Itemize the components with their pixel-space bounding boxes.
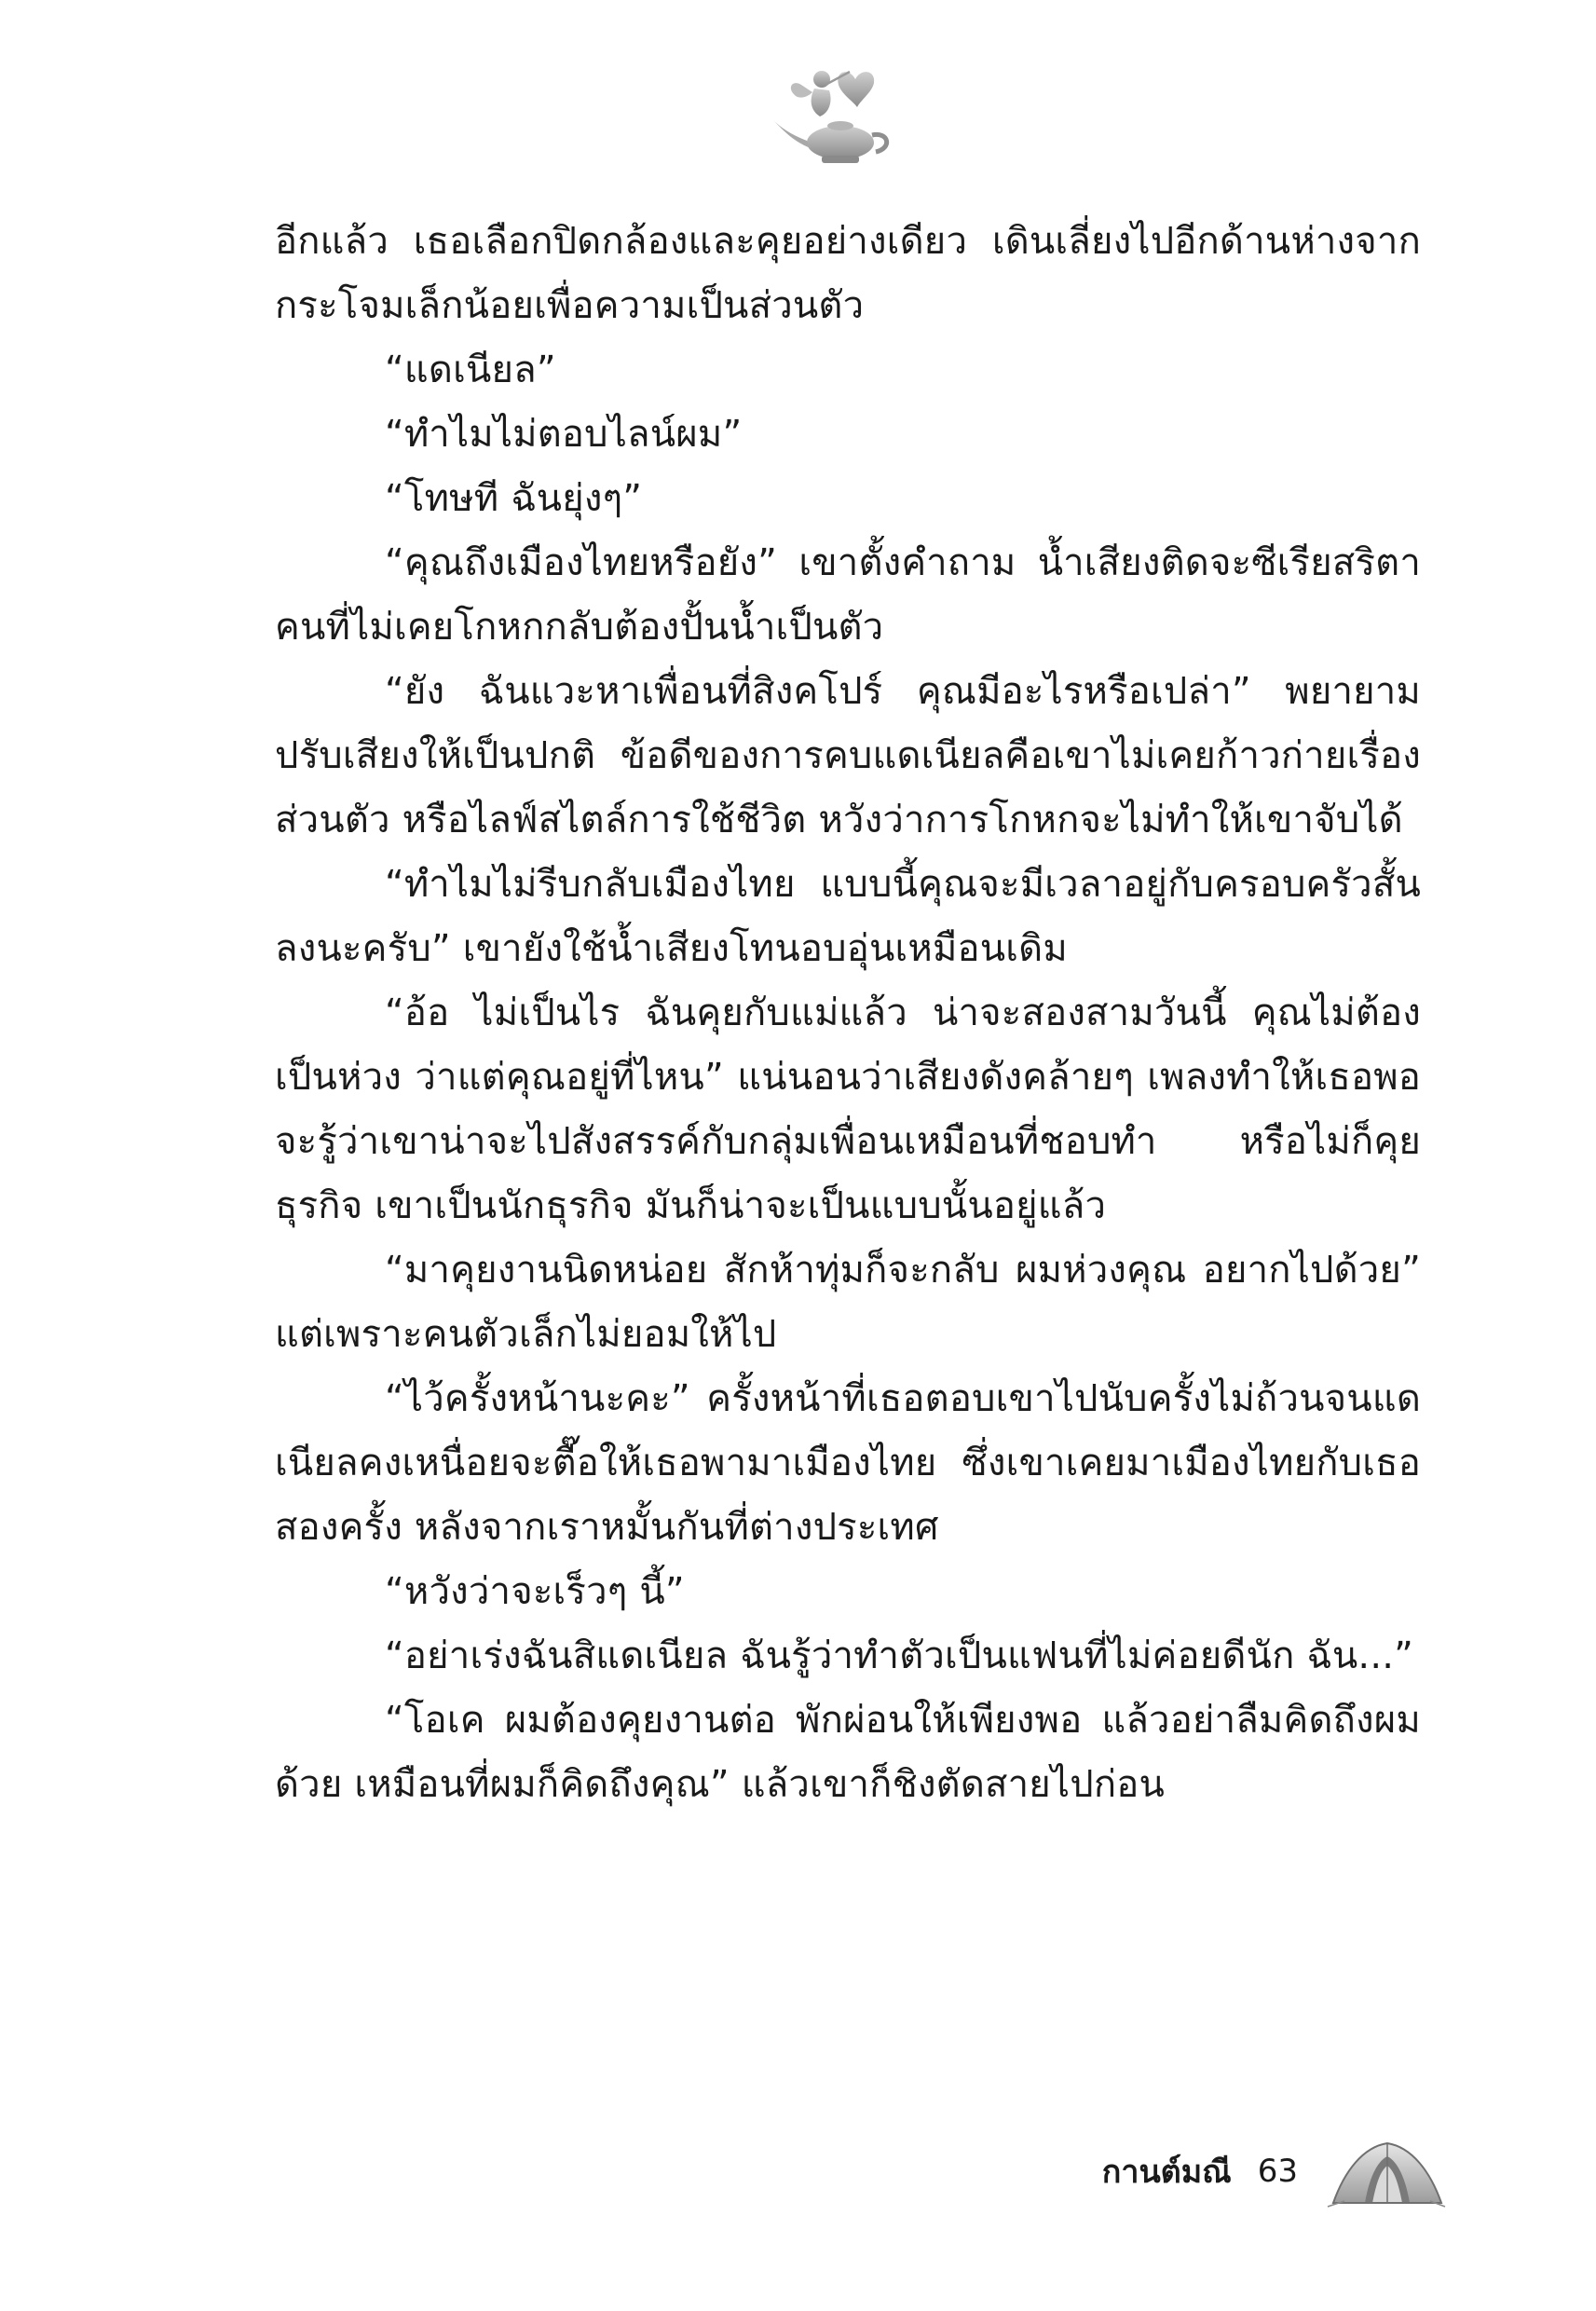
paragraph-7: “ทำไมไม่รีบกลับเมืองไทย แบบนี้คุณจะมีเวลาอยู่กับครอบครัวสั้นลงนะครับ” เขายังใช้น้ำเสียงโทนอบอุ่นเหมือนเดิม [275, 863, 1421, 970]
paragraph-11: “หวังว่าจะเร็วๆ นี้” [385, 1570, 685, 1613]
paragraph-9: “มาคุยงานนิดหน่อย สักห้าทุ่มก็จะกลับ ผมห่วงคุณ อยากไปด้วย” แต่เพราะคนตัวเล็กไม่ยอมให้ไป [275, 1249, 1421, 1356]
paragraph-2: “แดเนียล” [385, 349, 556, 391]
paragraph-10: “ไว้ครั้งหน้านะคะ” ครั้งหน้าที่เธอตอบเขาไปนับครั้งไม่ถ้วนจนแดเนียลคงเหนื่อยจะตื๊อให้เธอพามาเมืองไทย ซึ่งเขาเคยมาเมืองไทยกับเธอสองครั้ง หลังจากเราหมั้นกันที่ต่างประเทศ [275, 1377, 1421, 1549]
book-title: กานต์มณี [1101, 2154, 1232, 2191]
paragraph-8: “อ้อ ไม่เป็นไร ฉันคุยกับแม่แล้ว น่าจะสองสามวันนี้ คุณไม่ต้องเป็นห่วง ว่าแต่คุณอยู่ที่ไหน” แน่นอนว่าเสียงดังคล้ายๆ เพลงทำให้เธอพอจะรู้ว่าเขาน่าจะไปสังสรรค์กับกลุ่มเพื่อนเหมือนที่ชอบทำ หรือไม่ก็คุยธุรกิจ เขาเป็นนักธุรกิจ มันก็น่าจะเป็นแบบนั้นอยู่แล้ว [275, 991, 1421, 1227]
paragraph-3: “ทำไมไม่ตอบไลน์ผม” [385, 413, 743, 456]
body-text [275, 210, 1421, 1817]
page-footer [1102, 2134, 1447, 2208]
paragraph-5: “คุณถึงเมืองไทยหรือยัง” เขาตั้งคำถาม น้ำเสียงติดจะซีเรียสริตาคนที่ไม่เคยโกหกกลับต้องปั้นน้ำเป็นตัว [275, 541, 1421, 649]
paragraph-1: อีกแล้ว เธอเลือกปิดกล้องและคุยอย่างเดียว เดินเลี่ยงไปอีกด้านห่างจากกระโจมเล็กน้อยเพื่อความเป็นส่วนตัว [275, 220, 1421, 327]
tent-icon [1326, 2134, 1447, 2208]
paragraph-6: “ยัง ฉันแวะหาเพื่อนที่สิงคโปร์ คุณมีอะไรหรือเปล่า” พยายามปรับเสียงให้เป็นปกติ ข้อดีของการคบแดเนียลคือเขาไม่เคยก้าวก่ายเรื่องส่วนตัว หรือไลฟ์สไตล์การใช้ชีวิต หวังว่าการโกหกจะไม่ทำให้เขาจับได้ [275, 670, 1421, 841]
paragraph-4: “โทษที ฉันยุ่งๆ” [385, 477, 643, 520]
cupid-teapot-ornament-icon [764, 51, 904, 182]
paragraph-13: “โอเค ผมต้องคุยงานต่อ พักผ่อนให้เพียงพอ แล้วอย่าลืมคิดถึงผมด้วย เหมือนที่ผมก็คิดถึงคุณ” แล้วเขาก็ชิงตัดสายไปก่อน [275, 1699, 1421, 1806]
page-number: 63 [1257, 2153, 1298, 2190]
paragraph-12: “อย่าเร่งฉันสิแดเนียล ฉันรู้ว่าทำตัวเป็นแฟนที่ไม่ค่อยดีนัก ฉัน...” [385, 1634, 1414, 1677]
